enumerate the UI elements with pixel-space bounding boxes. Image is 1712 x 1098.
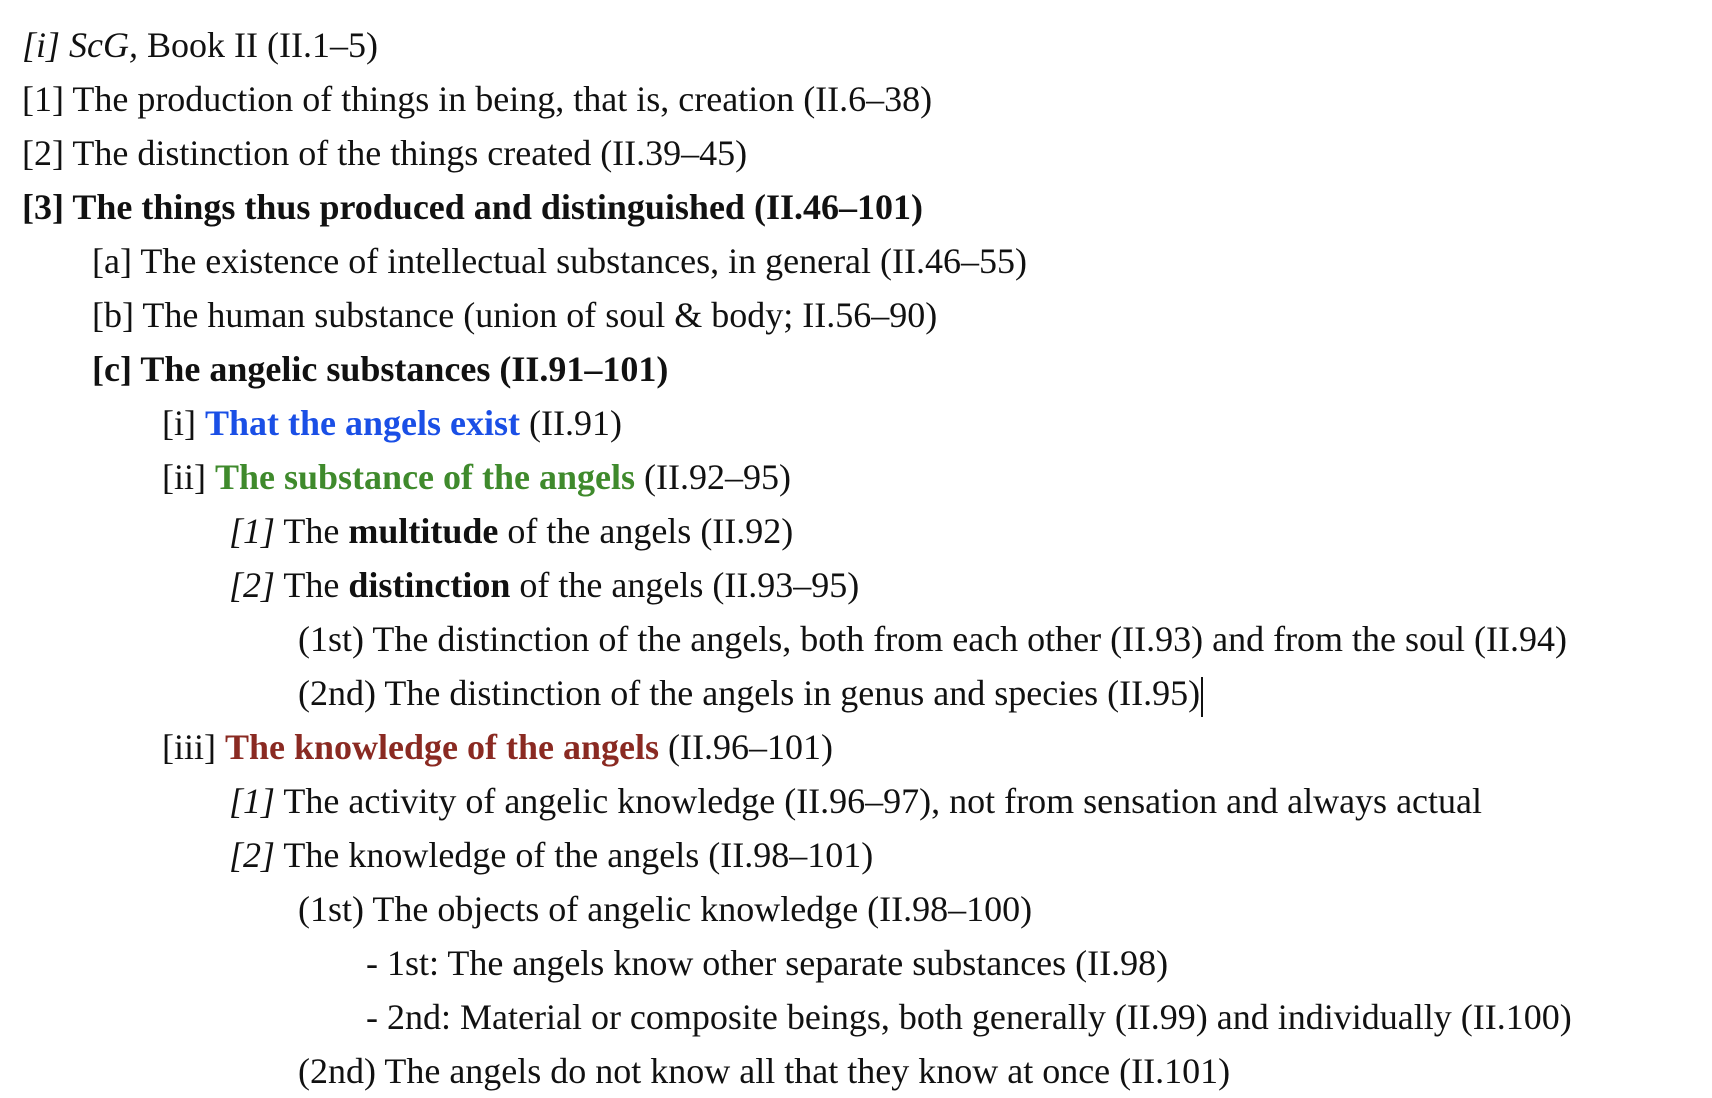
line-marker: [c] xyxy=(92,349,132,389)
line-marker: [1] xyxy=(229,781,276,821)
line-marker: (1st) xyxy=(298,889,364,929)
outline xyxy=(22,18,1702,1098)
line-marker: (2nd) xyxy=(298,1051,376,1091)
line-text: Material or composite beings, both generally (II.99) and individually (II.100) xyxy=(460,997,1572,1037)
line-text: The human substance (union of soul & body; II.56–90) xyxy=(142,295,938,335)
line-text: (II.96–101) xyxy=(659,727,833,767)
outline-line-book[interactable] xyxy=(22,18,1702,72)
line-marker: [1] xyxy=(22,79,64,119)
highlight-text-red: The knowledge of the angels xyxy=(224,727,660,767)
line-text: The activity of angelic knowledge (II.96–97), not from sensation and always actual xyxy=(283,781,1483,821)
outline-line-c-ii-2-2nd[interactable] xyxy=(22,666,1702,720)
outline-line-3[interactable] xyxy=(22,180,1702,234)
outline-line-c[interactable] xyxy=(22,342,1702,396)
line-marker: [1] xyxy=(229,511,276,551)
outline-line-c-iii-1[interactable] xyxy=(22,774,1702,828)
outline-line-a[interactable] xyxy=(22,234,1702,288)
line-text-pre: The xyxy=(283,565,349,605)
line-marker: [2] xyxy=(229,835,276,875)
line-text: The objects of angelic knowledge (II.98–100) xyxy=(372,889,1033,929)
line-marker: (1st) xyxy=(298,619,364,659)
emphasis-word: distinction xyxy=(348,565,511,605)
line-marker: [iii] xyxy=(162,727,216,767)
line-marker: - 1st: xyxy=(366,943,440,983)
line-text-pre: The xyxy=(283,511,349,551)
work-title: ScG, xyxy=(69,25,139,65)
line-marker: [i] xyxy=(22,25,61,65)
outline-line-2[interactable] xyxy=(22,126,1702,180)
outline-line-1[interactable] xyxy=(22,72,1702,126)
line-text: The things thus produced and distinguished (II.46–101) xyxy=(72,187,923,227)
outline-line-c-iii-2-2nd[interactable] xyxy=(22,1044,1702,1098)
outline-line-bullet-1st[interactable] xyxy=(22,936,1702,990)
line-text: The distinction of the angels in genus and species (II.95) xyxy=(384,673,1201,713)
line-text-post: of the angels (II.92) xyxy=(498,511,794,551)
outline-line-c-i[interactable] xyxy=(22,396,1702,450)
outline-line-c-ii[interactable] xyxy=(22,450,1702,504)
line-text: The knowledge of the angels (II.98–101) xyxy=(283,835,874,875)
line-text: The production of things in being, that is, creation (II.6–38) xyxy=(72,79,933,119)
line-text: Book II (II.1–5) xyxy=(138,25,378,65)
outline-line-c-iii-2-1st[interactable] xyxy=(22,882,1702,936)
line-marker: [2] xyxy=(22,133,64,173)
line-text: The angelic substances (II.91–101) xyxy=(140,349,669,389)
line-marker: [2] xyxy=(229,565,276,605)
line-text: (II.92–95) xyxy=(635,457,791,497)
outline-line-c-ii-2[interactable] xyxy=(22,558,1702,612)
outline-line-c-iii[interactable] xyxy=(22,720,1702,774)
outline-line-c-ii-2-1st[interactable] xyxy=(22,612,1702,666)
line-marker: (2nd) xyxy=(298,673,376,713)
line-text: The distinction of the angels, both from each other (II.93) and from the soul (II.94) xyxy=(372,619,1568,659)
line-marker: [b] xyxy=(92,295,134,335)
line-marker: [3] xyxy=(22,187,64,227)
line-text: The angels do not know all that they know at once (II.101) xyxy=(384,1051,1231,1091)
text-cursor xyxy=(1201,677,1203,717)
outline-line-c-ii-1[interactable] xyxy=(22,504,1702,558)
line-marker: [i] xyxy=(162,403,196,443)
highlight-text-blue: That the angels exist xyxy=(204,403,520,443)
line-text: (II.91) xyxy=(519,403,622,443)
line-text: The angels know other separate substances (II.98) xyxy=(447,943,1169,983)
line-text: The distinction of the things created (II.39–45) xyxy=(72,133,748,173)
outline-line-bullet-2nd[interactable] xyxy=(22,990,1702,1044)
line-marker: - 2nd: xyxy=(366,997,451,1037)
outline-line-b[interactable] xyxy=(22,288,1702,342)
line-text-post: of the angels (II.93–95) xyxy=(510,565,860,605)
emphasis-word: multitude xyxy=(348,511,499,551)
highlight-text-green: The substance of the angels xyxy=(214,457,636,497)
outline-line-c-iii-2[interactable] xyxy=(22,828,1702,882)
line-marker: [a] xyxy=(92,241,132,281)
line-marker: [ii] xyxy=(162,457,206,497)
line-text: The existence of intellectual substances, in general (II.46–55) xyxy=(140,241,1027,281)
